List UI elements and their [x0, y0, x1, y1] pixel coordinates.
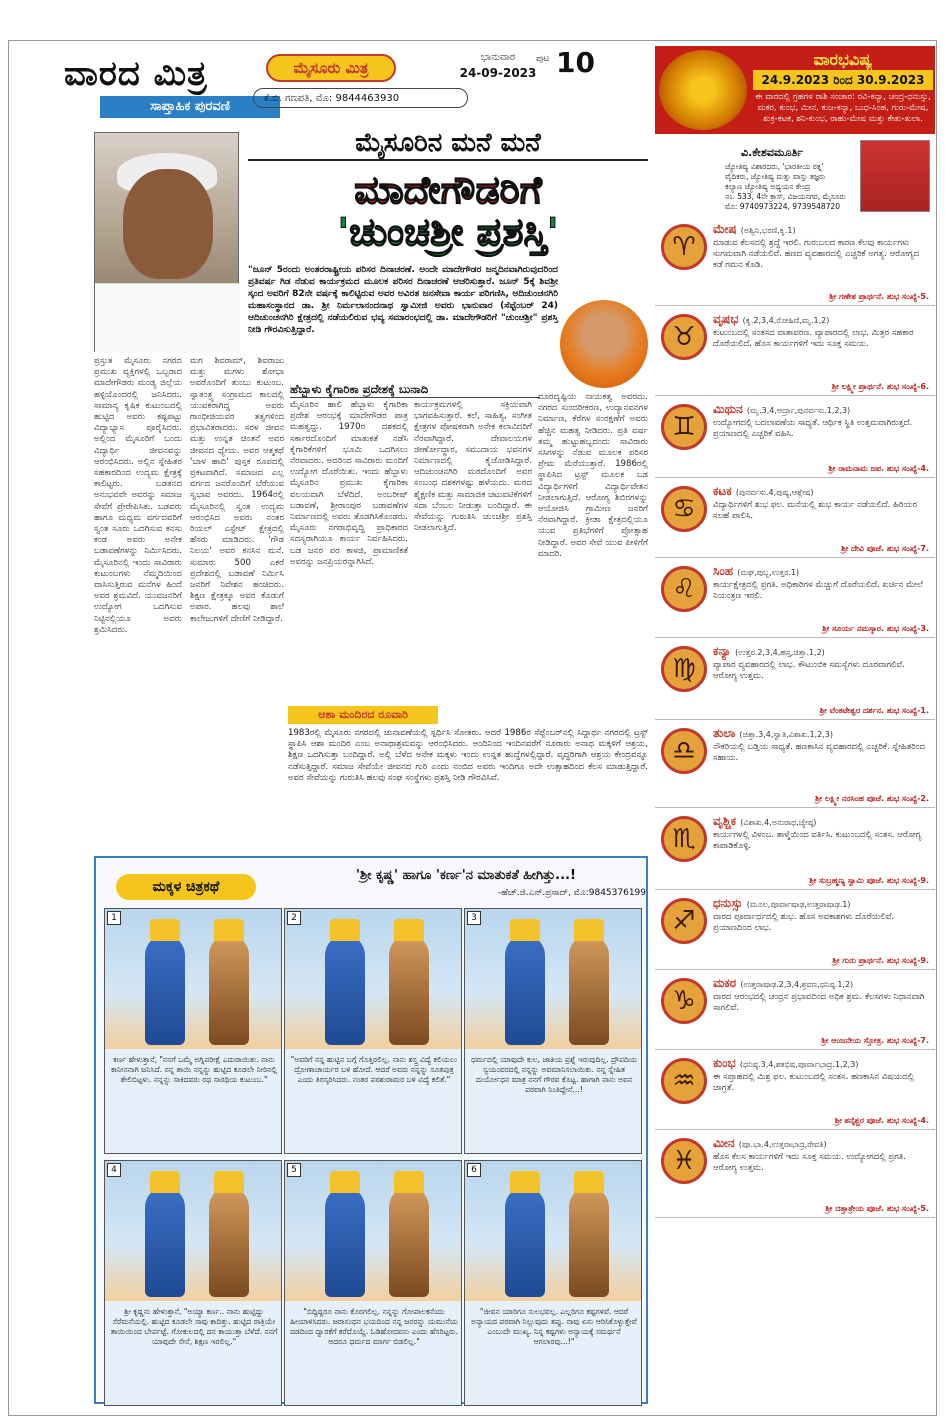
portrait-face [123, 169, 213, 279]
comic-panel-caption: "ಅವರಿಗೆ ನನ್ನ ಹುಟ್ಟಿನ ಬಗ್ಗೆ ಗೊತ್ತಿರಲಿಲ್ಲ. ನಾನು ಶಸ್ತ್ರ ವಿದ್ಯೆ ಕಲಿಯಲು ದ್ರೋಣಾಚಾರ್ಯರ ಬಳಿ ಹೋದೆ. ಆದರೆ ಅವರು ನನ್ನನ್ನು ಸೂತಪುತ್ರ ಎಂದು ತಿರಸ್ಕರಿಸಿದರು. ನಂತರ ಪರಶುರಾಮರ ಬಳಿ ವಿದ್ಯೆ ಕಲಿತೆ." [290, 1055, 458, 1084]
zodiac-sign-forecast: ಈ ಸಪ್ತಾಹದಲ್ಲಿ ಮಿಶ್ರ ಫಲ. ಕುಟುಂಬದಲ್ಲಿ ಸಂತಸ. ಹಣಕಾಸಿನ ವಿಷಯದಲ್ಲಿ ಜಾಗ್ರತೆ. [713, 1072, 915, 1093]
karna-figure [209, 1187, 249, 1297]
comic-panel-2 [284, 908, 462, 1154]
zodiac-glyph-icon: ♉ [661, 314, 707, 360]
zodiac-glyph-icon: ♏ [661, 816, 707, 862]
sign-nakshatra-range: (ಪುನರ್ವಸು.4,ಪುಷ್ಯ,ಆಶ್ಲೇಷ) [735, 488, 814, 497]
zodiac-sign-name [713, 976, 853, 991]
karna-figure [389, 1187, 429, 1297]
crown-icon [394, 919, 424, 941]
zodiac-glyph-icon: ♑ [661, 978, 707, 1024]
horoscope-date-range: 24.9.2023 ರಿಂದ 30.9.2023 [753, 70, 933, 90]
zodiac-wheel-icon [659, 50, 747, 130]
comic-panel-3 [464, 908, 642, 1154]
astrologer-line: ಮೊ: 9740973224, 9739548720 [725, 202, 841, 211]
sign-name-text: ಮಕರ [713, 976, 737, 990]
zodiac-glyph-icon: ♒ [661, 1058, 707, 1104]
zodiac-sign-remedy: ಶ್ರೀ ದೇವಿ ಪೂಜೆ. ಶುಭ ಸಂಖ್ಯೆ-7. [841, 544, 929, 553]
astrologer-name: ವಿ.ಕೇಶವಮೂರ್ತಿ [741, 146, 803, 159]
sign-nakshatra-range: (ಚಿತ್ತಾ.3,4,ಸ್ವಾತಿ,ವಿಶಾಖ.1,2,3) [739, 730, 833, 739]
sign-name-text: ಕಟಕ [713, 484, 732, 498]
sign-name-text: ಕುಂಭ [713, 1056, 736, 1070]
sign-nakshatra-range: (ಮೂಲ,ಪೂರ್ವಾಷಾಢ,ಉತ್ತರಾಷಾಢ.1) [746, 900, 851, 909]
zodiac-sign-forecast: ವ್ಯಾಪಾರ ವ್ಯವಹಾರದಲ್ಲಿ ಲಾಭ. ಕೌಟುಂಬಿಕ ಸಮಸ್ಯೆಗಳು ದೂರವಾಗಲಿವೆ. ಆರೋಗ್ಯ ಉತ್ತಮ. [713, 660, 905, 681]
karna-figure [209, 935, 249, 1045]
zodiac-sign-3 [655, 398, 935, 478]
astrologer-line: ಕಲ್ಯಾಣ ಜ್ಯೋತಿಷ್ಯ ಅಧ್ಯಯನ ಕೇಂದ್ರ [725, 182, 811, 191]
zodiac-sign-10 [655, 972, 935, 1050]
zodiac-glyph-icon: ♌ [661, 566, 707, 612]
zodiac-sign-forecast: ಮಾಡುವ ಕೆಲಸದಲ್ಲಿ ಶ್ರದ್ಧೆ ಇರಲಿ. ಗುರುಬಲದ ಕಾರಣ ಕೆಲವು ಕಾರ್ಯಗಳು ಸುಗಮವಾಗಿ ನಡೆಯಲಿವೆ. ಹಣದ ವ್ಯವಹಾರದಲ್ಲಿ ಎಚ್ಚರಿಕೆ ಅಗತ್ಯ. ಆರೋಗ್ಯದ ಕಡೆ ಗಮನ ಕೊಡಿ. [713, 238, 920, 270]
comic-panel-caption: "ಬಿದ್ದಿದ್ದರೂ ನಾನು ಕೊರಗಲಿಲ್ಲ. ನನ್ನನ್ನು ಗೋಪಾಲಕನೆಂದು ಹೀಯಾಳಿಸಿದರು. ಜರಾಸಂಧನ ಭಯದಿಂದ ನನ್ನ ಜನರನ್ನು ಯಮುನೆಯ ದಡದಿಂದ ದ್ವಾರಕೆಗೆ ಕರೆದೊಯ್ದೆ. ಓಡಿಹೋದವನು ಎಂದು ಹೆಸರಿಟ್ಟರು. ಆದರೂ ಧರ್ಮದ ಮಾರ್ಗ ಬಿಡಲಿಲ್ಲ." [290, 1307, 458, 1346]
zodiac-sign-remedy: ಶ್ರೀ ಲಕ್ಷ್ಮೀ ನರಸಿಂಹ ಪೂಜೆ. ಶುಭ ಸಂಖ್ಯೆ-2. [815, 794, 929, 803]
zodiac-sign-name [713, 896, 850, 911]
zodiac-sign-name [713, 312, 829, 327]
comic-panel-art [105, 1161, 281, 1301]
zodiac-glyph-icon: ♍ [661, 646, 707, 692]
zodiac-sign-remedy: ಶ್ರೀ ವೆಂಕಟೇಶ್ವರ ದರ್ಶನ. ಶುಭ ಸಂಖ್ಯೆ-1. [819, 706, 929, 715]
astrologer-photo [860, 140, 930, 212]
zodiac-sign-name [713, 484, 814, 499]
info-box-body: 1983ರಲ್ಲಿ ಮೈಸೂರು ನಗರದಲ್ಲಿ ಚುನಾವಣೆಯಲ್ಲಿ ಸ್ಪರ್ಧಿಸಿ ಸೋತರು. ಆದರೆ 1986ರ ಸೆಪ್ಟೆಂಬರ್‌ನಲ್ಲಿ ಸಿದ್ದಾರ್ಥ ನಗರದಲ್ಲಿ ಟ್ರಸ್ಟ್ ಸ್ಥಾಪಿಸಿ ಆಶಾ ಮಂದಿರ ಎಂಬ ಅನಾಥಾಶ್ರಮವನ್ನು ಆರಂಭಿಸಿದರು. ಅಂದಿನಿಂದ ಇಂದಿನವರೆಗೆ ನೂರಾರು ಅನಾಥ ಮಕ್ಕಳಿಗೆ ಆಶ್ರಯ, ಶಿಕ್ಷಣ ಒದಗಿಸುತ್ತಾ ಬಂದಿದ್ದಾರೆ. ಅಲ್ಲಿ ಬೆಳೆದ ಅನೇಕ ಮಕ್ಕಳು ಇಂದು ಉನ್ನತ ಹುದ್ದೆಗಳಲ್ಲಿದ್ದಾರೆ. ವೃದ್ಧರಿಗಾಗಿ ಆಶ್ರಯ ಕೇಂದ್ರವನ್ನೂ ನಡೆಸುತ್ತಿದ್ದಾರೆ. ಸಮಾಜ ಸೇವೆಯೇ ಜೀವನದ ಗುರಿ ಎಂದು ನಂಬಿದ ಅವರು ಇಂದಿಗೂ ಅದೇ ಉತ್ಸಾಹದಿಂದ ಕೆಲಸ ಮಾಡುತ್ತಿದ್ದಾರೆ. ಅವರ ಸೇವೆಯನ್ನು ಗುರುತಿಸಿ ಹಲವು ಸಂಘ ಸಂಸ್ಥೆಗಳು ಪ್ರಶಸ್ತಿ ನೀಡಿ ಗೌರವಿಸಿವೆ. [288, 728, 648, 783]
karna-figure [569, 1187, 609, 1297]
editor-credit: ಕೆ.ಬಿ. ಗಣಪತಿ, ಮೊ: 9844463930 [253, 88, 468, 108]
swamiji-photo [560, 300, 648, 388]
crown-icon [510, 919, 540, 941]
comic-panel-5 [284, 1160, 462, 1406]
sign-nakshatra-range: (ಅಶ್ವಿನಿ,ಭರಣಿ,ಕೃ.1) [740, 226, 796, 235]
zodiac-glyph-icon: ♋ [661, 486, 707, 532]
astrologer-line: ನಂ. 533, 4ನೇ ಕ್ರಾಸ್, ವಿಜಯನಗರ, ಮೈಸೂರು [725, 192, 846, 201]
zodiac-sign-forecast: ವಾರದ ಆರಂಭದಲ್ಲಿ ಚಂದ್ರನ ಪ್ರಭಾವದಿಂದ ಅಧಿಕ ಶ್ರಮ. ಕೆಲಸಗಳು ನಿಧಾನವಾಗಿ ಸಾಗಲಿವೆ. [713, 992, 925, 1013]
comic-panel-art [285, 909, 461, 1049]
sign-name-text: ವೃಶ್ಚಿಕ [713, 814, 737, 828]
crown-icon [214, 919, 244, 941]
zodiac-sign-5 [655, 560, 935, 638]
comic-story-title: 'ಶ್ರೀ ಕೃಷ್ಣ' ಹಾಗೂ 'ಕರ್ಣ'ನ ಮಾತುಕತೆ ಹೀಗಿತ್ತು...! [356, 868, 576, 883]
zodiac-sign-remedy: ಶ್ರೀ ರಾಮನಾಮ ಜಪ. ಶುಭ ಸಂಖ್ಯೆ-4. [828, 464, 929, 473]
zodiac-sign-12 [655, 1132, 935, 1218]
zodiac-sign-2 [655, 308, 935, 396]
sign-nakshatra-range: (ಕೃ.2,3,4,ರೋಹಿಣಿ,ಮೃ.1,2) [742, 316, 830, 325]
zodiac-sign-11 [655, 1052, 935, 1130]
zodiac-sign-forecast: ಕಾರ್ಯಗಳಲ್ಲಿ ವಿಳಂಬ. ತಾಳ್ಮೆಯಿಂದ ವರ್ತಿಸಿ. ಕುಟುಂಬದಲ್ಲಿ ಸಂತಸ. ಆರೋಗ್ಯ ಕಾಪಾಡಿಕೊಳ್ಳಿ. [713, 830, 922, 851]
sign-nakshatra-range: (ಮಘ,ಪುಬ್ಬ,ಉತ್ತರ.1) [737, 568, 800, 577]
sign-nakshatra-range: (ಉತ್ತರ.2,3,4,ಹಸ್ತ,ಚಿತ್ತಾ.1,2) [735, 648, 825, 657]
comic-panel-number: 2 [287, 911, 301, 925]
sign-name-text: ವೃಷಭ [713, 312, 739, 326]
zodiac-sign-remedy: ಶ್ರೀ ಸೂರ್ಯ ನಮಸ್ಕಾರ. ಶುಭ ಸಂಖ್ಯೆ-3. [822, 624, 929, 633]
zodiac-sign-name [713, 814, 816, 829]
article-column-4: ಕಾರ್ಯಕ್ರಮಗಳಲ್ಲಿ ಸಕ್ರಿಯವಾಗಿ ಭಾಗವಹಿಸುತ್ತಾರೆ. ಕಲೆ, ಸಾಹಿತ್ಯ, ಸಂಗೀತ ಕ್ಷೇತ್ರಗಳ ಪೋಷಕರಾಗಿ ಅನೇಕ ಕಲಾವಿದರಿಗೆ ನೆರವಾಗಿದ್ದಾರೆ. ದೇವಾಲಯಗಳ ಜೀರ್ಣೋದ್ಧಾರ, ಸಮುದಾಯ ಭವನಗಳ ನಿರ್ಮಾಣದಲ್ಲಿ ಕೈಜೋಡಿಸಿದ್ದಾರೆ. ಆದಿಚುಂಚನಗಿರಿ ಮಠದೊಂದಿಗೆ ಅವರ ಸಂಬಂಧ ದಶಕಗಳಷ್ಟು ಹಳೆಯದು. ಮಠದ ಶೈಕ್ಷಣಿಕ ಮತ್ತು ಸಾಮಾಜಿಕ ಚಟುವಟಿಕೆಗಳಿಗೆ ಸದಾ ಬೆಂಬಲ ನೀಡುತ್ತಾ ಬಂದಿದ್ದಾರೆ. ಈ ಸೇವೆಯನ್ನು ಗುರುತಿಸಿ ಚುಂಚಶ್ರೀ ಪ್ರಶಸ್ತಿ ನೀಡಲಾಗುತ್ತಿದೆ. [414, 400, 532, 534]
karna-figure [389, 935, 429, 1045]
issue-day: ಭಾನುವಾರ [480, 52, 516, 63]
zodiac-sign-remedy: ಶ್ರೀ ಲಕ್ಷ್ಮೀ ಪ್ರಾರ್ಥನೆ. ಶುಭ ಸಂಖ್ಯೆ-6. [831, 382, 929, 391]
sign-nakshatra-range: (ಧನಿಷ್ಠ.3,4,ಶತಭಿಷ,ಪೂರ್ವಾಭಾದ್ರ.1,2,3) [739, 1060, 859, 1069]
comic-panel-number: 5 [287, 1163, 301, 1177]
zodiac-sign-forecast: ಉದ್ಯೋಗದಲ್ಲಿ ಬದಲಾವಣೆಯ ಸಾಧ್ಯತೆ. ಆರ್ಥಿಕ ಸ್ಥಿತಿ ಉತ್ತಮವಾಗಿರುತ್ತದೆ. ಪ್ರಯಾಣದಲ್ಲಿ ಎಚ್ಚರಿಕೆ ವಹಿಸಿ. [713, 418, 913, 439]
zodiac-sign-9 [655, 892, 935, 970]
masthead-title: ವಾರದ ಮಿತ್ರ [64, 54, 208, 94]
comic-title: ಮಕ್ಕಳ ಚಿತ್ರಕಥೆ [116, 874, 256, 900]
article-headline-award: 'ಚುಂಚಶ್ರೀ ಪ್ರಶಸ್ತಿ' [337, 210, 559, 254]
article-column-3: ಮೈಸೂರಿನ ಹಾಲಿ ಹೆಬ್ಬಾಳು ಕೈಗಾರಿಕಾ ಪ್ರದೇಶ ಆರಂಭಕ್ಕೆ ಮಾದೇಗೌಡರ ಪಾತ್ರ ಮಹತ್ವದ್ದು. 1970ರ ದಶಕದಲ್ಲಿ ಸರ್ಕಾರದೊಂದಿಗೆ ಮಾತುಕತೆ ನಡೆಸಿ ಕೈಗಾರಿಕೆಗಳಿಗೆ ಭೂಮಿ ಒದಗಿಸಲು ನೆರವಾದರು. ಅದರಿಂದ ಸಾವಿರಾರು ಮಂದಿಗೆ ಉದ್ಯೋಗ ದೊರೆಯಿತು. ಇಂದು ಹೆಬ್ಬಾಳು ಮೈಸೂರಿನ ಪ್ರಮುಖ ಕೈಗಾರಿಕಾ ವಲಯವಾಗಿ ಬೆಳೆದಿದೆ. ಅಂಬರೀಷ್ ಬಡಾವಣೆ, ಶ್ರೀರಾಂಪುರ ಬಡಾವಣೆಗಳ ನಿರ್ಮಾಣದಲ್ಲಿ ಅವರು ತೊಡಗಿಸಿಕೊಂಡರು. ಮೈಸೂರು ನಗರಾಭಿವೃದ್ಧಿ ಪ್ರಾಧಿಕಾರದ ಸದಸ್ಯರಾಗಿಯೂ ಕಾರ್ಯ ನಿರ್ವಹಿಸಿದರು. ಬಡ ಜನರ ಪರ ಕಾಳಜಿ, ಪ್ರಾಮಾಣಿಕತೆ ಅವರನ್ನು ಜನಪ್ರಿಯರನ್ನಾಗಿಸಿದೆ. [290, 400, 408, 567]
comic-panel-number: 4 [107, 1163, 121, 1177]
crown-icon [330, 1171, 360, 1193]
madegowda-portrait [94, 132, 239, 352]
crown-icon [574, 919, 604, 941]
zodiac-sign-name [713, 1056, 858, 1071]
comic-panel-art [465, 1161, 641, 1301]
comic-panel-art [285, 1161, 461, 1301]
comic-artist: -ಹೆಚ್.ಜಿ.ಎನ್.ಪ್ರಸಾದ್, ಮೊ:9845376199 [498, 888, 646, 898]
zodiac-sign-name [713, 564, 799, 579]
zodiac-sign-6 [655, 640, 935, 720]
sign-name-text: ಕನ್ಯಾ [713, 644, 731, 658]
zodiac-sign-forecast: ವಾರದ ಪೂರ್ವಾರ್ಧದಲ್ಲಿ ಶುಭ. ಹೊಸ ಅವಕಾಶಗಳು ದೊರೆಯಲಿವೆ. ಪ್ರಯಾಣದಿಂದ ಲಾಭ. [713, 912, 895, 933]
crown-icon [394, 1171, 424, 1193]
zodiac-sign-name [713, 726, 833, 741]
comic-panel-1 [104, 908, 282, 1154]
zodiac-sign-name [713, 644, 825, 659]
crown-icon [574, 1171, 604, 1193]
info-box-title: ಆಶಾ ಮಂದಿರದ ರೂವಾರಿ [288, 706, 438, 724]
zodiac-sign-name [713, 222, 796, 237]
masthead-subtitle: ಸಾಪ್ತಾಹಿಕ ಪುರವಣಿ [100, 96, 280, 118]
crown-icon [150, 919, 180, 941]
zodiac-sign-4 [655, 480, 935, 558]
astrologer-line: ಜ್ಯೋತಿಷ್ಯ ವಿಶಾರದರು, 'ಭಾರತೀಯ ರತ್ನ' [725, 162, 824, 171]
karna-figure [569, 935, 609, 1045]
sign-nakshatra-range: (ಮೃ.3,4,ಆರ್ದ್ರಾ,ಪುನರ್ವಸು.1,2,3) [746, 406, 851, 415]
article-lead: "ಜೂನ್ 5ರಂದು ಅಂತರರಾಷ್ಟ್ರೀಯ ಪರಿಸರ ದಿನಾಚರಣೆ. ಅಂದೇ ಮಾದೇಗೌಡರ ಜನ್ಮದಿನವಾಗಿರುವುದರಿಂದ ಪ್ರತಿವರ್ಷ ಗಿಡ ನೆಡುವ ಕಾರ್ಯಕ್ರಮದ ಮೂಲಕ ಪರಿಸರ ದಿನಾಚರಣೆ ಆಚರಿಸುತ್ತಾರೆ. ಜೂನ್ 5ಕ್ಕೆ ಶಿವಶ್ರೀ ಸ್ಕಂದ ಅವರಿಗೆ 82ನೇ ವರ್ಷಕ್ಕೆ ಕಾಲಿಟ್ಟಿರುವ ಅವರ ಅವಿರತ ಜನಸೇವಾ ಕಾರ್ಯ ಪರಿಗಣಿಸಿ, ಆದಿಚುಂಚನಗಿರಿ ಮಹಾಸಂಸ್ಥಾನದ ಡಾ. ಶ್ರೀ ನಿರ್ಮಲಾನಂದನಾಥ ಸ್ವಾಮೀಜಿ ಅವರು ಭಾನುವಾರ (ಸೆಪ್ಟೆಂಬರ್ 24) ಆದಿಚುಂಚನಗಿರಿ ಕ್ಷೇತ್ರದಲ್ಲಿ ನಡೆಯಲಿರುವ ಭವ್ಯ ಸಮಾರಂಭದಲ್ಲಿ ಡಾ. ಮಾದೇಗೌಡರಿಗೆ "ಚುಂಚಶ್ರೀ" ಪ್ರಶಸ್ತಿ ನೀಡಿ ಗೌರವಿಸುತ್ತಿದ್ದಾರೆ. [248, 265, 558, 335]
article-kicker: ಮೈಸೂರಿನ ಮನೆ ಮನೆ [248, 128, 648, 161]
krishna-figure [145, 935, 185, 1045]
comic-panel-caption: ಶ್ರೀ ಕೃಷ್ಣನು ಹೇಳುತ್ತಾನೆ, "ಅಯ್ಯಾ ಕರ್ಣ.. ನಾನು ಹುಟ್ಟಿದ್ದು ಸೆರೆಮನೆಯಲ್ಲಿ. ಹುಟ್ಟಿದ ಕೂಡಲೇ ಸಾವು ಕಾದಿತ್ತು. ಹುಟ್ಟಿದ ರಾತ್ರಿಯೇ ತಾಯಿಯಿಂದ ಬೇರ್ಪಟ್ಟೆ. ಗೋಕುಲದಲ್ಲಿ ದನ ಕಾಯುತ್ತಾ ಬೆಳೆದೆ. ನನಗೆ ಯಾವುದೇ ಸೇನೆ, ಶಿಕ್ಷಣ ಇರಲಿಲ್ಲ." [110, 1307, 278, 1346]
zodiac-sign-remedy: ಶ್ರೀ ಶನೈಶ್ಚರ ಪೂಜೆ. ಶುಭ ಸಂಖ್ಯೆ-4. [834, 1116, 929, 1125]
comic-panel-art [465, 909, 641, 1049]
comic-panel-caption: ಧರ್ಮದಲ್ಲಿ ಯಾವುದೇ ಕುಲ, ಜಾತಿಯ ಪ್ರಶ್ನೆ ಇರುವುದಿಲ್ಲ. ದ್ರೌಪದಿಯ ಸ್ವಯಂವರದಲ್ಲಿ ನನ್ನನ್ನು ಅವಮಾನಿಸಲಾಯಿತು. ನನ್ನ ಸ್ನೇಹಿತ ದುರ್ಯೋಧನ ಮಾತ್ರ ನನಗೆ ಗೌರವ ಕೊಟ್ಟ. ಹಾಗಾಗಿ ನಾನು ಅವನ ಪರವಾಗಿ ನಿಂತಿದ್ದೇನೆ...! [470, 1055, 638, 1094]
zodiac-sign-remedy: ಶ್ರೀ ಆಂಜನೇಯ ಸ್ತೋತ್ರ. ಶುಭ ಸಂಖ್ಯೆ-7. [821, 1036, 929, 1045]
page-number: 10 [556, 46, 595, 79]
article-subhead: ಹೆಬ್ಬಾಳು ಕೈಗಾರಿಕಾ ಪ್ರದೇಶಕ್ಕೆ ಬುನಾದಿ [290, 382, 540, 398]
page-label: ಪುಟ [536, 54, 550, 64]
krishna-figure [145, 1187, 185, 1297]
zodiac-sign-remedy: ಶ್ರೀ ದತ್ತಾತ್ರೇಯ ಪೂಜೆ. ಶುಭ ಸಂಖ್ಯೆ-5. [825, 1204, 929, 1213]
zodiac-sign-forecast: ನೌಕರಿಯಲ್ಲಿ ಬಡ್ತಿಯ ಸಾಧ್ಯತೆ. ಹಣಕಾಸಿನ ವ್ಯವಹಾರದಲ್ಲಿ ಎಚ್ಚರಿಕೆ. ಸ್ನೇಹಿತರಿಂದ ಸಹಾಯ. [713, 742, 925, 763]
newspaper-logo: ಮೈಸೂರು ಮಿತ್ರ [266, 54, 396, 82]
comic-panel-art [105, 909, 281, 1049]
crown-icon [510, 1171, 540, 1193]
masthead [48, 48, 648, 128]
crown-icon [214, 1171, 244, 1193]
zodiac-sign-name [713, 402, 850, 417]
sign-nakshatra-range: (ಉತ್ತರಾಷಾಢ.2,3,4,ಶ್ರವಣ,ಧನಿಷ್ಠ.1,2) [740, 980, 854, 989]
issue-date: 24-09-2023 [459, 66, 537, 80]
zodiac-sign-forecast: ವಿದ್ಯಾರ್ಥಿಗಳಿಗೆ ಶುಭ ಫಲ. ಮನೆಯಲ್ಲಿ ಶುಭ ಕಾರ್ಯ ನಡೆಯಲಿದೆ. ಹಿರಿಯರ ಸಲಹೆ ಪಾಲಿಸಿ. [713, 500, 918, 521]
zodiac-sign-name [713, 1136, 827, 1151]
sign-name-text: ಮಿಥುನ [713, 402, 743, 416]
comic-panel-6 [464, 1160, 642, 1406]
horoscope-title: ವಾರಭವಿಷ್ಯ [813, 50, 873, 69]
article-column-2: ಮಗ ಶಿವರಾಮ್, ಶಿವರಾಜು ಮತ್ತು ಮಗಳು ಶೋಭಾ ಅವರೊಂದಿಗೆ ತುಂಬು ಕುಟುಂಬ. ಸ್ವಾತಂತ್ರ್ಯ ಸಂಗ್ರಾಮದ ಕಾಲದಲ್ಲಿ ಯುವಕರಾಗಿದ್ದ ಅವರು ಗಾಂಧೀಜಿಯವರ ತತ್ವಗಳಿಂದ ಪ್ರಭಾವಿತರಾದರು. ಸರಳ ಜೀವನ ಮತ್ತು ಉನ್ನತ ಚಿಂತನೆ ಅವರ ಜೀವನದ ಧ್ಯೇಯ. ಅವರ ಆತ್ಮಕಥೆ 'ಬಾಳ ಹಾದಿ' ಪುಸ್ತಕ ರೂಪದಲ್ಲಿ ಪ್ರಕಟವಾಗಿದೆ. ಸಮಾಜದ ಎಲ್ಲ ವರ್ಗದ ಜನರೊಂದಿಗೆ ಬೆರೆಯುವ ಸ್ವಭಾವ ಅವರದು. 1964ರಲ್ಲಿ ಮೈಸೂರಿನಲ್ಲಿ ಸ್ವಂತ ಉದ್ಯಮ ಆರಂಭಿಸಿದ ಅವರು ನಂತರ ರಿಯಲ್ ಎಸ್ಟೇಟ್ ಕ್ಷೇತ್ರದಲ್ಲಿ ಹೆಸರು ಮಾಡಿದರು. 'ಗೌಡ ನಿಲಯ' ಅವರ ಕನಸಿನ ಮನೆ. ಸುಮಾರು 500 ಎಕರೆ ಪ್ರದೇಶದಲ್ಲಿ ಬಡಾವಣೆ ನಿರ್ಮಿಸಿ ಜನರಿಗೆ ನಿವೇಶನ ಹಂಚಿದರು. ಶಿಕ್ಷಣ ಕ್ಷೇತ್ರಕ್ಕೂ ಅವರ ಕೊಡುಗೆ ಅಪಾರ. ಹಲವು ಶಾಲೆ ಕಾಲೇಜುಗಳಿಗೆ ದೇಣಿಗೆ ನೀಡಿದ್ದಾರೆ. [190, 356, 284, 624]
sign-nakshatra-range: (ಪೂ.ಭಾ.4,ಉತ್ತರಾಭಾದ್ರ,ರೇವತಿ) [738, 1140, 827, 1149]
crown-icon [150, 1171, 180, 1193]
astrologer-line: ವೈದಿಕರು, ಜ್ಯೋತಿಷ್ಯ ಮತ್ತು ವಾಸ್ತು ತಜ್ಞರು [725, 172, 826, 181]
krishna-figure [325, 1187, 365, 1297]
sign-nakshatra-range: (ವಿಶಾಖ.4,ಅನುರಾಧ,ಜ್ಯೇಷ್ಠ) [740, 818, 817, 827]
zodiac-sign-remedy: ಶ್ರೀ ಗುರು ಪ್ರಾರ್ಥನೆ. ಶುಭ ಸಂಖ್ಯೆ-9. [832, 956, 929, 965]
article-headline: ಮಾದೇಗೌಡರಿಗೆ [354, 168, 542, 212]
zodiac-glyph-icon: ♓ [661, 1138, 707, 1184]
zodiac-glyph-icon: ♎ [661, 728, 707, 774]
portrait-shirt [95, 283, 240, 353]
comic-panel-caption: ಕರ್ಣ ಹೇಳುತ್ತಾನೆ, "ನನಗೆ ಒಮ್ಮೆ ಅಗ್ನಿಪರೀಕ್ಷೆ ಎದುರಾಯಿತು. ನಾನು ಕಾನೀನನಾಗಿ ಜನಿಸಿದೆ. ನನ್ನ ತಾಯಿ ನನ್ನನ್ನು ಹುಟ್ಟಿದ ಕೂಡಲೇ ನೀರಿನಲ್ಲಿ ತೇಲಿಬಿಟ್ಟಳು. ನನ್ನನ್ನು ಸಾಕಿದವರು ರಥ ಸಾರಥಿಯ ಕುಟುಂಬ." [110, 1055, 278, 1084]
zodiac-glyph-icon: ♈ [661, 224, 707, 270]
zodiac-glyph-icon: ♐ [661, 898, 707, 944]
horoscope-header [655, 46, 935, 134]
astrologer-details [725, 162, 855, 212]
zodiac-sign-forecast: ಕಾರ್ಯಕ್ಷೇತ್ರದಲ್ಲಿ ಪ್ರಗತಿ. ಅಧಿಕಾರಿಗಳ ಮೆಚ್ಚುಗೆ ದೊರೆಯಲಿದೆ. ಖರ್ಚಿನ ಮೇಲೆ ನಿಯಂತ್ರಣ ಇರಲಿ. [713, 580, 923, 601]
zodiac-sign-1 [655, 218, 935, 306]
comic-strip [94, 856, 648, 1404]
krishna-figure [325, 935, 365, 1045]
horoscope-intro: ಈ ವಾರದಲ್ಲಿ ಗ್ರಹಗಳ ರಾಶಿ ಸಂಚಾರ: ರವಿ-ಕನ್ಯಾ, ಚಂದ್ರ-ಧನುಸ್ಸು, ಮಕರ, ಕುಂಭ, ಮೀನ, ಕುಜ-ಕನ್ಯಾ, ಬುಧ-ಸಿಂಹ, ಗುರು-ಮೇಷ, ಶುಕ್ರ-ಕಟಕ, ಶನಿ-ಕುಂಭ, ರಾಹು-ಮೇಷ ಮತ್ತು ಕೇತು-ತುಲಾ. [755, 92, 931, 124]
zodiac-sign-remedy: ಶ್ರೀ ಸುಬ್ರಹ್ಮಣ್ಯ ಸ್ವಾಮಿ ಪೂಜೆ. ಶುಭ ಸಂಖ್ಯೆ-9. [809, 876, 929, 885]
article-column-1: ಪ್ರಸ್ತುತ ಮೈಸೂರು ನಗರದ ಪ್ರಮುಖ ವ್ಯಕ್ತಿಗಳಲ್ಲಿ ಒಬ್ಬರಾದ ಮಾದೇಗೌಡರು ಮಂಡ್ಯ ಜಿಲ್ಲೆಯ ಹಳ್ಳಿಯೊಂದರಲ್ಲಿ ಜನಿಸಿದರು. ಸಾಮಾನ್ಯ ಕೃಷಿಕ ಕುಟುಂಬದಲ್ಲಿ ಹುಟ್ಟಿದ ಅವರು ಕಷ್ಟಪಟ್ಟು ವಿದ್ಯಾಭ್ಯಾಸ ಪೂರೈಸಿದರು. ಅಲ್ಲಿಂದ ಮೈಸೂರಿಗೆ ಬಂದು ವಿದ್ಯಾರ್ಥಿ ಜೀವನವನ್ನು ಆರಂಭಿಸಿದರು. ಅಲ್ಲಿನ ಸ್ನೇಹಿತರ ಸಹಕಾರದಿಂದ ಉದ್ಯಮ ಕ್ಷೇತ್ರಕ್ಕೆ ಕಾಲಿಟ್ಟರು. ಬಡತನದ ಅನುಭವವೇ ಅವರನ್ನು ಸಮಾಜ ಸೇವೆಗೆ ಪ್ರೇರೇಪಿಸಿತು. ಬಡವರು ಹಾಗೂ ಮಧ್ಯಮ ವರ್ಗದವರಿಗೆ ಸ್ವಂತ ಸೂರು ಒದಗಿಸುವ ಕನಸು ಕಂಡ ಅವರು ಅನೇಕ ಬಡಾವಣೆಗಳನ್ನು ನಿರ್ಮಿಸಿದರು. ಮೈಸೂರಿನಲ್ಲಿ ಇಂದು ಸಾವಿರಾರು ಕುಟುಂಬಗಳು ನೆಮ್ಮದಿಯಿಂದ ವಾಸಿಸುತ್ತಿರುವ ಮನೆಗಳ ಹಿಂದೆ ಅವರ ಶ್ರಮವಿದೆ. ಯುವಜನರಿಗೆ ಉದ್ಯೋಗ ಒದಗಿಸುವ ನಿಟ್ಟಿನಲ್ಲಿಯೂ ಅವರು ಶ್ರಮಿಸಿದರು. [94, 356, 182, 635]
sign-name-text: ಸಿಂಹ [713, 564, 734, 578]
comic-panel-caption: "ಜೀವನ ಯಾರಿಗೂ ಸುಲಭವಲ್ಲ. ಎಲ್ಲರಿಗೂ ಕಷ್ಟಗಳಿವೆ. ಆದರೆ ಅನ್ಯಾಯದ ಪರವಾಗಿ ನಿಲ್ಲುವುದು ತಪ್ಪು. ನಾವು ಏನು ಆರಿಸಿಕೊಳ್ಳುತ್ತೇವೆ ಎಂಬುದೇ ಮುಖ್ಯ. ನಿನ್ನ ಕಷ್ಟಗಳು ಅನ್ಯಾಯಕ್ಕೆ ಸಮರ್ಥನೆ ಆಗಲಾರವು...!" [471, 1307, 637, 1346]
sign-name-text: ಧನುಸ್ಸು [713, 896, 743, 910]
krishna-figure [505, 1187, 545, 1297]
article-column-5: ದೂರದೃಷ್ಟಿಯ ನಾಯಕತ್ವ ಅವರದು. ನಗರದ ಸುಂದರೀಕರಣ, ಉದ್ಯಾನವನಗಳ ನಿರ್ಮಾಣ, ಕೆರೆಗಳ ಸಂರಕ್ಷಣೆಗೆ ಅವರು ಹೆಚ್ಚಿನ ಮಹತ್ವ ನೀಡಿದರು. ಪ್ರತಿ ವರ್ಷ ತಮ್ಮ ಹುಟ್ಟುಹಬ್ಬದಂದು ಸಾವಿರಾರು ಸಸಿಗಳನ್ನು ನೆಡುವ ಮೂಲಕ ಪರಿಸರ ಪ್ರೇಮ ಮೆರೆಯುತ್ತಾರೆ. 1986ರಲ್ಲಿ ಸ್ಥಾಪಿಸಿದ ಟ್ರಸ್ಟ್ ಮೂಲಕ ಬಡ ವಿದ್ಯಾರ್ಥಿಗಳಿಗೆ ವಿದ್ಯಾರ್ಥಿವೇತನ ನೀಡಲಾಗುತ್ತಿದೆ. ಆರೋಗ್ಯ ಶಿಬಿರಗಳನ್ನು ಆಯೋಜಿಸಿ ಗ್ರಾಮೀಣ ಜನರಿಗೆ ನೆರವಾಗಿದ್ದಾರೆ. ಕ್ರೀಡಾ ಕ್ಷೇತ್ರದಲ್ಲಿಯೂ ಯುವ ಪ್ರತಿಭೆಗಳಿಗೆ ಪ್ರೋತ್ಸಾಹ ನೀಡಿದ್ದಾರೆ. ಅವರ ಸೇವೆ ಯುವ ಪೀಳಿಗೆಗೆ ಮಾದರಿ. [538, 392, 648, 559]
comic-panel-number: 6 [467, 1163, 481, 1177]
sign-name-text: ಮೇಷ [713, 222, 737, 236]
krishna-figure [505, 935, 545, 1045]
sign-name-text: ಮೀನ [713, 1136, 735, 1150]
zodiac-sign-7 [655, 722, 935, 808]
comic-panel-number: 1 [107, 911, 121, 925]
zodiac-sign-forecast: ಹೊಸ ಕೆಲಸ ಕಾರ್ಯಗಳಿಗೆ ಇದು ಸೂಕ್ತ ಸಮಯ. ಉದ್ಯೋಗದಲ್ಲಿ ಪ್ರಗತಿ. ಆರೋಗ್ಯ ಉತ್ತಮ. [713, 1152, 906, 1173]
sign-name-text: ತುಲಾ [713, 726, 736, 740]
zodiac-sign-remedy: ಶ್ರೀ ಗಣೇಶ ಪ್ರಾರ್ಥನೆ. ಶುಭ ಸಂಖ್ಯೆ-5. [829, 292, 929, 301]
comic-panel-number: 3 [467, 911, 481, 925]
zodiac-glyph-icon: ♊ [661, 404, 707, 450]
astrologer-box [655, 140, 935, 214]
crown-icon [330, 919, 360, 941]
zodiac-sign-8 [655, 810, 935, 890]
zodiac-sign-forecast: ಕುಟುಂಬದಲ್ಲಿ ಸಂತಸದ ವಾತಾವರಣ. ವ್ಯಾಪಾರದಲ್ಲಿ ಲಾಭ. ಮಿತ್ರರ ಸಹಕಾರ ದೊರೆಯಲಿದೆ. ಹೊಸ ಕಾರ್ಯಗಳಿಗೆ ಇದು ಸೂಕ್ತ ಸಮಯ. [713, 328, 914, 349]
comic-panel-4 [104, 1160, 282, 1406]
